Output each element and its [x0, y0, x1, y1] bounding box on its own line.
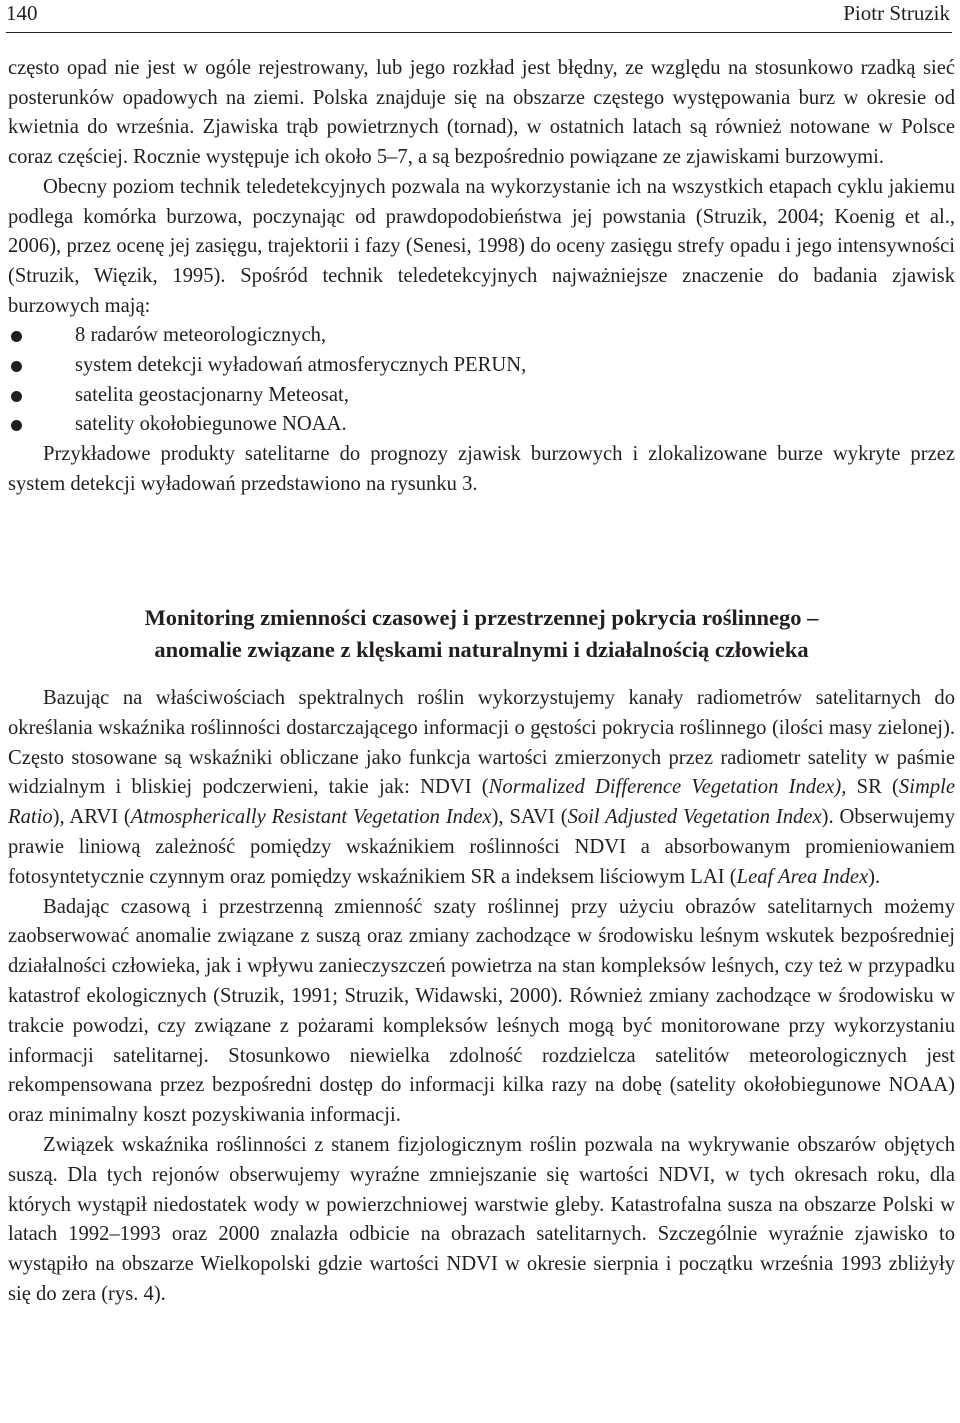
list-item-text: satelity okołobiegunowe NOAA. — [75, 413, 347, 436]
italic-term-savi: Soil Adjusted Vegetation Index — [567, 806, 822, 829]
section-heading — [8, 602, 955, 666]
list-item — [8, 381, 955, 411]
italic-term-sr: Simple Ratio — [8, 776, 955, 829]
running-header — [6, 0, 952, 33]
text-run: SR ( — [846, 776, 899, 799]
paragraph-drought-detection: Związek wskaźnika roślinności z stanem fizjologicznym roślin pozwala na wykrywanie obszarów objętych suszą. Dla tych rejonów obserwujemy wyraźne zmniejszanie się wartości NDVI, w tych okresach roku, dla których wystąpił niedostatek wody w powierzchniowej warstwie gleby. Katastrofalna susza na obszarze Polski w latach 1992–1993 oraz 2000 znalazła odbicie na obrazach satelitarnych. Szczególnie wyraźnie zjawisko to wystąpiło na obszarze Wielkopolski gdzie wartości NDVI w okresie sierpnia i początku września 1993 zbliżyły się do zera (rys. 4). — [8, 1133, 955, 1305]
bullet-icon — [11, 331, 22, 342]
list-item — [8, 351, 955, 381]
bullet-icon — [11, 391, 22, 402]
paragraph-figure-reference: Przykładowe produkty satelitarne do prognozy zjawisk burzowych i zlokalizowane burze wykryte przez system detekcji wyładowań przedstawiono na rysunku 3. — [8, 443, 955, 495]
page-number: 140 — [6, 1, 38, 25]
italic-term-lai: Leaf Area Index — [736, 865, 869, 888]
running-header-author: Piotr Struzik — [843, 1, 950, 25]
list-item-text: 8 radarów meteorologicznych, — [75, 324, 327, 347]
list-item — [8, 321, 955, 351]
bullet-icon — [11, 361, 22, 372]
paragraph-storm-occurrence: często opad nie jest w ogóle rejestrowany, lub jego rozkład jest błędny, ze względu na stosunkowo rzadką sieć posterunków opadowych na ziemi. Polska znajduje się na obszarze częstego występowania burz w okresie od kwietnia do września. Zjawiska trąb powietrznych (tornad), w ostatnich latach są również notowane w Polsce coraz częściej. Rocznie występuje ich około 5–7, a są bezpośrednio powiązane ze zjawiskami burzowymi. — [8, 57, 955, 169]
section-storms-text — [8, 54, 955, 500]
paragraph-vegetation-indices — [8, 684, 955, 893]
paragraph-vegetation-anomalies: Badając czasową i przestrzenną zmienność szaty roślinnej przy użyciu obrazów satelitarnych możemy zaobserwować anomalie związane z suszą oraz zmiany zachodzące w środowisku leśnym wskutek bezpośredniej działalności człowieka, jak i wpływu zanieczyszczeń powietrza na stan kompleksów leśnych, czy też w przypadku katastrof ekologicznych (Struzik, 1991; Struzik, Widawski, 2000). Również zmiany zachodzące w środowisku w trakcie powodzi, czy związane z pożarami kompleksów leśnych mogą być monitorowane przy wykorzystaniu informacji satelitarnej. Stosunkowo niewielka zdolność rozdzielcza satelitów meteorologicznych jest rekompensowana przez bezpośredni dostęp do informacji kilka razy na dobę (satelity okołobiegunowe NOAA) oraz minimalny koszt pozyskiwania informacji. — [8, 895, 955, 1127]
list-item-text: system detekcji wyładowań atmosferycznych PERUN, — [75, 354, 527, 377]
paragraph-remote-sensing-techniques: Obecny poziom technik teledetekcyjnych pozwala na wykorzystanie ich na wszystkich etapach cyklu jakiemu podlega komórka burzowa, poczynając od prawdopodobieństwa jej powstania (Struzik, 2004; Koenig et al., 2006), przez ocenę jej zasięgu, trajektorii i fazy (Senesi, 1998) do oceny zasięgu strefy opadu i jego intensywności (Struzik, Więzik, 1995). Spośród technik teledetekcyjnych najważniejsze znaczenie do badania zjawisk burzowych mają: — [8, 175, 955, 317]
remote-sensing-tools-list — [8, 321, 955, 440]
list-item — [8, 410, 955, 440]
section-heading-line-1: Monitoring zmienności czasowej i przestrzennej pokrycia roślinnego – — [144, 605, 819, 630]
section-heading-line-2: anomalie związane z klęskami naturalnymi i działalnością człowieka — [154, 637, 809, 662]
italic-term-arvi: Atmospherically Resistant Vegetation Index — [130, 806, 492, 829]
bullet-icon — [11, 420, 22, 431]
text-run: ). Obserwujemy prawie liniową zależność pomiędzy wskaźnikiem roślinności NDVI a absorbowanym promieniowaniem fotosyntetycznie czynnym oraz pomiędzy wskaźnikiem SR a indeksem liściowym LAI ( — [8, 806, 956, 888]
section-vegetation-text — [8, 684, 955, 1310]
list-item-text: satelita geostacjonarny Meteosat, — [75, 383, 349, 406]
text-run: Bazując na właściwościach spektralnych roślin wykorzystujemy kanały radiometrów satelitarnych do określania wskaźnika roślinności dostarczającego informacji o gęstości pokrycia roślinnego (ilości masy zielonej). Często stosowane są wskaźniki obliczane jako funkcja wartości zmierzonych przez radiometr satelity w paśmie widzialnym i bliskiej podczerwieni, takie jak: NDVI ( — [8, 687, 955, 799]
text-run: ). — [868, 865, 881, 888]
italic-term-ndvi: Normalized Difference Vegetation Index), — [488, 776, 847, 799]
text-run: ), SAVI ( — [491, 806, 568, 829]
text-run: ), ARVI ( — [52, 806, 131, 829]
